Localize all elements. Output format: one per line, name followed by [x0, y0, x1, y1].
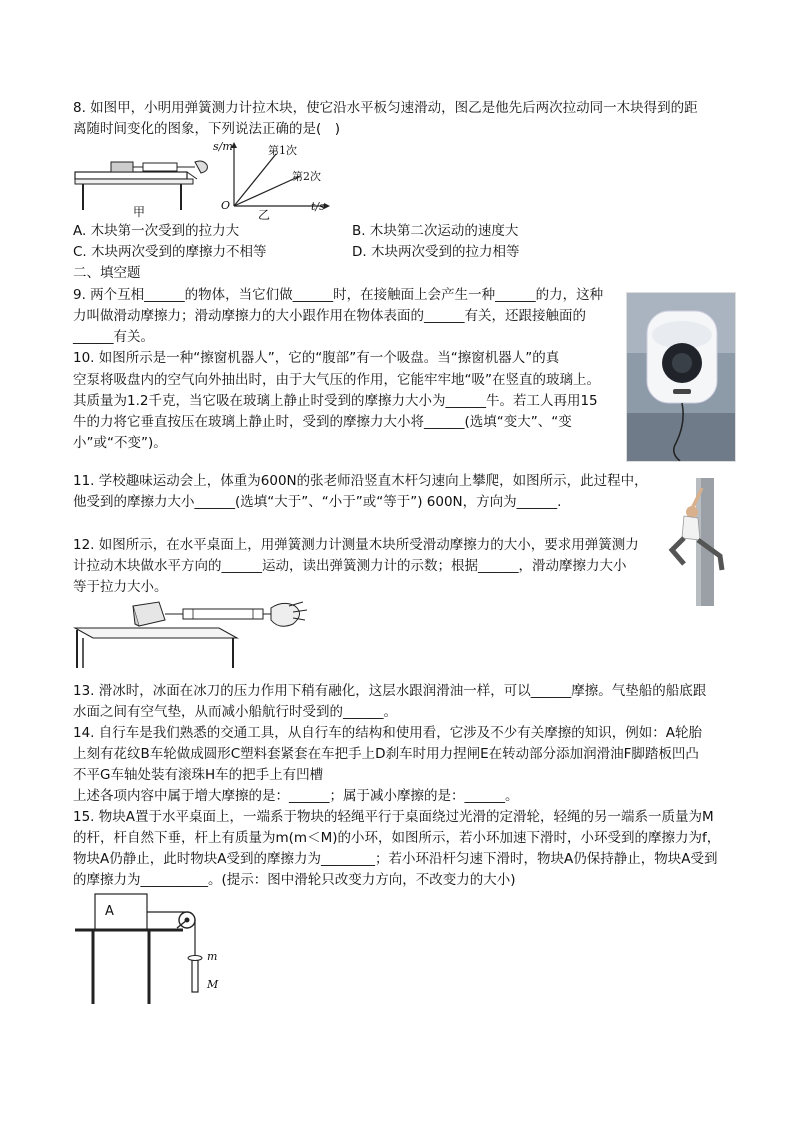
q8-fig-yi-label: 乙 [258, 208, 271, 222]
q10-line3: 其质量为1.2千克，当它吸在玻璃上静止时受到的摩擦力大小为______牛。若工人再用15 [73, 393, 598, 409]
q9-line3: ______有关。 [73, 329, 154, 345]
q10-line1: 10. 如图所示是一种“擦窗机器人”，它的“腹部”有一个吸盘。当“擦窗机器人”的真 [73, 350, 560, 366]
q9-line2: 力叫做滑动摩擦力；滑动摩擦力的大小跟作用在物体表面的______有关，还跟接触面的 [73, 308, 586, 324]
q11-line2: 他受到的摩擦力大小______(选填“大于”、“小于”或“等于”) 600N，方向为______. [73, 494, 562, 510]
q12-line3: 等于拉力大小。 [73, 579, 168, 595]
q8-line2-label: 第2次 [292, 170, 321, 183]
q8-axis-t-label: t/s [311, 200, 325, 213]
q10-line2: 空泵将吸盘内的空气向外抽出时，由于大气压的作用，它能牢牢地“吸”在竖直的玻璃上。 [73, 372, 600, 388]
q8-fig-jia-label: 甲 [133, 205, 146, 219]
q8-stem-line1: 8. 如图甲，小明用弹簧测力计拉木块，使它沿水平板匀速滑动，图乙是他先后两次拉动同一木块得到的距 [73, 100, 698, 116]
q8-option-d: D. 木块两次受到的拉力相等 [352, 244, 520, 260]
q10-line4: 牛的力将它垂直按压在玻璃上静止时，受到的摩擦力大小将______(选填“变大”、“变 [73, 414, 572, 430]
q15-line3: 物块A仍静止，此时物块A受到的摩擦力为________；若小环沿杆匀速下滑时，物块A仍保持静止，物块A受到 [73, 851, 718, 867]
q8-axis-s-label: s/m [213, 140, 233, 153]
q12-line2: 计拉动木块做水平方向的______运动，读出弹簧测力计的示数；根据______，滑动摩擦力大小 [73, 558, 627, 574]
q12-line1: 12. 如图所示，在水平桌面上，用弹簧测力计测量木块所受滑动摩擦力的大小，要求用弹簧测力 [73, 537, 639, 553]
q10-line5: 小”或“不变”)。 [73, 435, 167, 451]
q8-stem-line2: 离随时间变化的图象，下列说法正确的是( ) [73, 121, 341, 137]
q13-line1: 13. 滑冰时，冰面在冰刀的压力作用下稍有融化，这层水跟润滑油一样，可以______摩擦。气垫船的船底跟 [73, 683, 707, 699]
q13-line2: 水面之间有空气垫，从而减小船航行时受到的______。 [73, 704, 397, 720]
q8-option-a: A. 木块第一次受到的拉力大 [73, 223, 240, 239]
q15-block-a-label: A [105, 904, 114, 919]
pole-climber-photo [662, 478, 734, 606]
q15-line4: 的摩擦力为__________。(提示：图中滑轮只改变力方向，不改变力的大小) [73, 872, 516, 888]
q15-ring-m-label: m [207, 950, 218, 963]
q15-line1: 15. 物块A置于水平桌面上，一端系于物块的轻绳平行于桌面绕过光滑的定滑轮，轻绳的另一端系一质量为M [73, 809, 714, 825]
q8-option-b: B. 木块第二次运动的速度大 [352, 223, 519, 239]
q15-rod-M-label: M [207, 978, 219, 991]
window-robot-photo [626, 292, 736, 462]
q14-line4: 上述各项内容中属于增大摩擦的是：______；属于减小摩擦的是：______。 [73, 788, 519, 804]
q8-origin-label: O [221, 199, 231, 212]
q14-line1: 14. 自行车是我们熟悉的交通工具，从自行车的结构和使用看，它涉及不少有关摩擦的知识，例如：A轮胎 [73, 725, 702, 741]
q12-spring-scale-figure [73, 598, 309, 672]
q11-line1: 11. 学校趣味运动会上，体重为600N的张老师沿竖直木杆匀速向上攀爬，如图所示，此过程中， [73, 473, 648, 489]
q9-line1: 9. 两个互相______的物体，当它们做______时，在接触面上会产生一种______的力，这种 [73, 287, 604, 303]
section-fill-in-title: 二、填空题 [73, 265, 141, 281]
q15-pulley-figure [73, 890, 223, 1006]
q8-option-c: C. 木块两次受到的摩擦力不相等 [73, 244, 267, 260]
q8-line1-label: 第1次 [268, 144, 297, 157]
q14-line2: 上刻有花纹B车轮做成圆形C塑料套紧套在车把手上D刹车时用力捏闸E在转动部分添加润滑油F脚踏板凹凸 [73, 746, 699, 762]
q14-line3: 不平G车轴处装有滚珠H车的把手上有凹槽 [73, 767, 324, 783]
q15-line2: 的杆，杆自然下垂，杆上有质量为m(m＜M)的小环，如图所示，若小环加速下滑时，小环受到的摩擦力为f， [73, 830, 721, 846]
